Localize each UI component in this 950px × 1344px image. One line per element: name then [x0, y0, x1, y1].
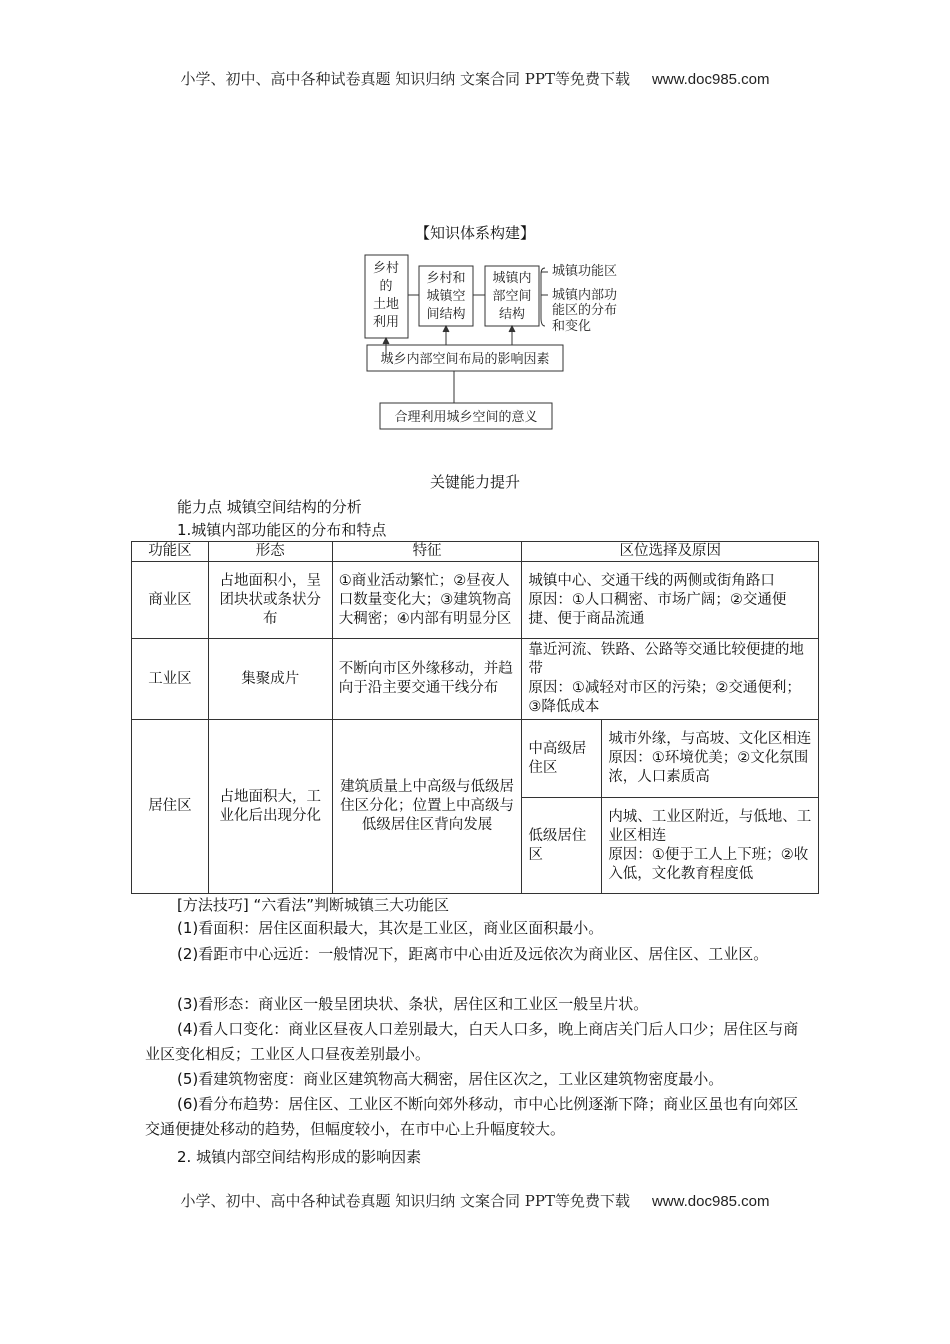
- box1-line-3: 利用: [372, 315, 400, 330]
- location-text: 城镇中心、交通干线的两侧或街角路口: [528, 572, 775, 589]
- cell-location: [522, 562, 819, 639]
- reason-text: 原因：①减轻对市区的污染；②交通便利；③降低成本: [528, 680, 801, 715]
- knowledge-diagram-svg: [355, 248, 655, 433]
- section-title: 关键能力提升: [429, 473, 520, 491]
- cell-location: [522, 639, 819, 720]
- subsection-2: 2. 城镇内部空间结构形成的影响因素: [177, 1148, 422, 1166]
- th-area: 功能区: [132, 542, 209, 562]
- branch-functional-zones: 城镇功能区: [552, 264, 618, 279]
- meaning-label: 合理利用城乡空间的意义: [394, 410, 538, 425]
- method-item-1: (1)看面积：居住区面积最大，其次是工业区，商业区面积最小。: [177, 919, 604, 937]
- box2-line-0: 乡村和: [426, 271, 466, 286]
- cell-location: [602, 798, 819, 894]
- cell-area: 商业区: [132, 562, 209, 639]
- th-feature: 特征: [332, 542, 522, 562]
- method-item-4: (4)看人口变化：商业区昼夜人口差别最大，白天人口多，晚上商店关门后人口少；居住区与商业区变化相反；工业区人口昼夜差别最小。: [145, 1020, 799, 1063]
- cell-feature: 不断向市区外缘移动，并趋向于沿主要交通干线分布: [332, 639, 522, 720]
- cell-subzone: 低级居住区: [522, 798, 602, 894]
- header-text: 小学、初中、高中各种试卷真题 知识归纳 文案合同 PPT等免费下载: [180, 70, 630, 88]
- branch2-line-0: 城镇内部功: [552, 288, 618, 303]
- method-item-6: (6)看分布趋势：居住区、工业区不断向郊外移动，市中心比例逐渐下降；商业区虽也有向郊区交通便捷处移动的趋势，但幅度较小，在市中心上升幅度较大。: [145, 1095, 799, 1138]
- th-location: 区位选择及原因: [522, 542, 819, 562]
- cell-location: [602, 720, 819, 798]
- table-row: [132, 562, 819, 639]
- functional-zone-table: [131, 541, 819, 894]
- box1-line-2: 土地: [372, 297, 400, 312]
- location-text: 内城、工业区附近，与低地、工业区相连: [608, 808, 812, 844]
- cell-feature: 建筑质量上中高级与低级居住区分化；位置上中高级与低级居住区背向发展: [332, 720, 522, 894]
- method-item-5: (5)看建筑物密度：商业区建筑物高大稠密，居住区次之，工业区建筑物密度最小。: [177, 1070, 724, 1088]
- reason-text: 原因：①人口稠密、市场广阔；②交通便捷、便于商品流通: [528, 591, 787, 627]
- branch-bracket: [541, 268, 545, 326]
- arrow-up-3-head: [509, 326, 515, 332]
- arrow-up-1-head: [383, 338, 389, 344]
- location-text: 靠近河流、铁路、公路等交通比较便捷的地带: [528, 642, 804, 677]
- page-header: [0, 68, 950, 89]
- box3-line-2: 结构: [498, 307, 526, 322]
- method-item-2: (2)看距市中心远近：一般情况下，距离市中心由近及远依次为商业区、居住区、工业区。: [177, 945, 769, 963]
- footer-text: 小学、初中、高中各种试卷真题 知识归纳 文案合同 PPT等免费下载: [180, 1192, 630, 1210]
- cell-form: 占地面积大，工业化后出现分化: [208, 720, 332, 894]
- cell-form: 集聚成片: [208, 639, 332, 720]
- page-footer: [0, 1190, 950, 1211]
- box2-line-1: 城镇空: [426, 289, 466, 304]
- reason-text: 原因：①便于工人上下班；②收入低，文化教育程度低: [608, 846, 809, 882]
- arrow-up-2-head: [443, 326, 449, 332]
- location-text: 城市外缘，与高坡、文化区相连: [608, 731, 812, 747]
- box1-line-1: 的: [379, 279, 393, 294]
- branch2-line-1: 能区的分布: [552, 303, 618, 318]
- table-row: [132, 720, 819, 798]
- footer-site[interactable]: www.doc985.com: [651, 1193, 770, 1210]
- ability-point: 能力点 城镇空间结构的分析: [177, 498, 362, 516]
- reason-text: 原因：①环境优美；②文化氛围浓，人口素质高: [608, 750, 809, 785]
- table-header-row: [132, 542, 819, 562]
- knowledge-diagram: [355, 248, 655, 437]
- box2-line-2: 间结构: [426, 307, 466, 322]
- method-item-3: (3)看形态：商业区一般呈团块状、条状，居住区和工业区一般呈片状。: [177, 995, 649, 1013]
- knowledge-title: 【知识体系构建】: [414, 224, 535, 242]
- method-title: [方法技巧] “六看法”判断城镇三大功能区: [177, 896, 450, 914]
- table-row: [132, 639, 819, 720]
- th-form: 形态: [208, 542, 332, 562]
- cell-form: 占地面积小，呈团块状或条状分布: [208, 562, 332, 639]
- branch2-line-2: 和变化: [552, 319, 592, 334]
- cell-feature: ①商业活动繁忙；②昼夜人口数量变化大；③建筑物高大稠密；④内部有明显分区: [332, 562, 522, 639]
- header-site[interactable]: www.doc985.com: [651, 71, 770, 88]
- box1-line-0: 乡村: [372, 261, 400, 276]
- subsection-1: 1.城镇内部功能区的分布和特点: [177, 521, 387, 539]
- cell-area: 工业区: [132, 639, 209, 720]
- box3-line-1: 部空间: [492, 289, 532, 304]
- cell-subzone: 中高级居住区: [522, 720, 602, 798]
- cell-area: 居住区: [132, 720, 209, 894]
- factors-label: 城乡内部空间布局的影响因素: [380, 352, 550, 367]
- box3-line-0: 城镇内: [492, 271, 532, 286]
